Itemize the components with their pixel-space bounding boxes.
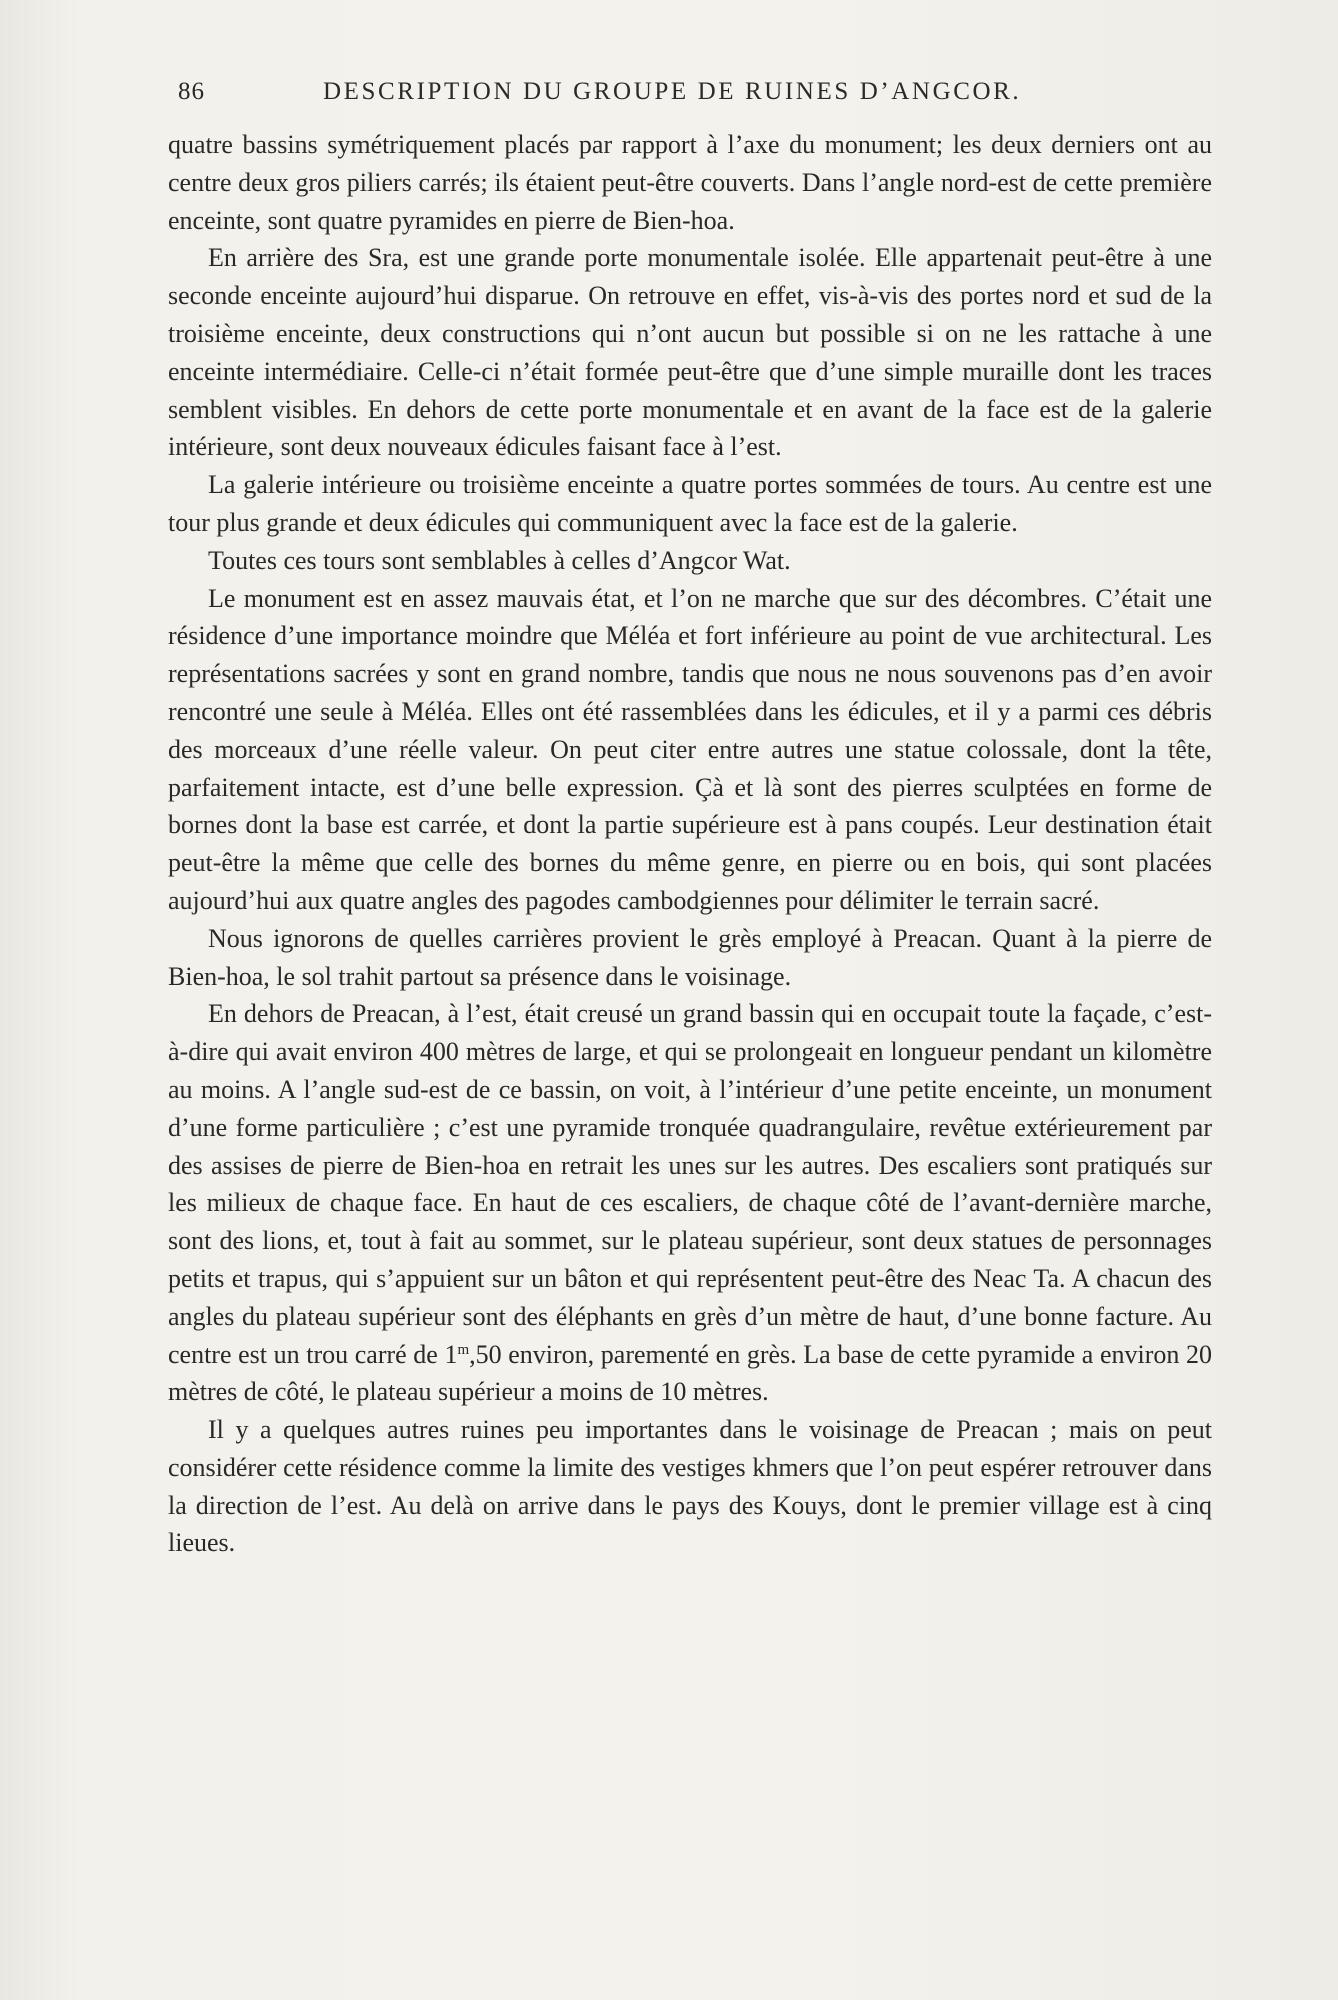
paragraph: En arrière des Sra, est une grande porte monumentale isolée. Elle appartenait peut-être à une seconde enceinte aujourd’hui disparue. On retrouve en effet, vis-à-vis des portes nord et sud de la troisième enceinte, deux constructions qui n’ont aucun but possible si on ne les rattache à une enceinte intermédiaire. Celle-ci n’était formée peut-être que d’une simple muraille dont les traces semblent visibles. En dehors de cette porte monumentale et en avant de la face est de la galerie intérieure, sont deux nouveaux édicules faisant face à l’est. [168, 243, 1212, 462]
paragraph: Il y a quelques autres ruines peu importantes dans le voisinage de Preacan ; mais on peut considérer cette résidence comme la limite des vestiges khmers que l’on peut espérer retrouver dans la direction de l’est. Au delà on arrive dans le pays des Kouys, dont le premier village est à cinq lieues. [168, 1415, 1212, 1558]
page-header [178, 78, 1218, 114]
paragraph: Toutes ces tours sont semblables à celles d’Angcor Wat. [208, 545, 791, 575]
paragraph: Le monument est en assez mauvais état, et l’on ne marche que sur des décombres. C’était une résidence d’une importance moindre que Méléa et fort inférieure au point de vue architectural. Les représentations sacrées y sont en grand nombre, tandis que nous ne nous souvenons pas d’en avoir rencontré une seule à Méléa. Elles ont été rassemblées dans les édicules, et il y a parmi ces débris des morceaux d’une réelle valeur. On peut citer entre autres une statue colossale, dont la tête, parfaitement intacte, est d’une belle expression. Çà et là sont des pierres sculptées en forme de bornes dont la base est carrée, et dont la partie supérieure est à pans coupés. Leur destination était peut-être la même que celle des bornes du même genre, en pierre ou en bois, qui sont placées aujourd’hui aux quatre angles des pagodes cambodgiennes pour délimiter le terrain sacré. [168, 583, 1212, 915]
page-number: 86 [178, 78, 205, 105]
measure-superscript: m [457, 1341, 470, 1358]
paragraph: quatre bassins symétriquement placés par rapport à l’axe du monument; les deux derniers ont au centre deux gros piliers carrés; ils étaient peut-être couverts. Dans l’angle nord-est de cette première enceinte, sont quatre pyramides en pierre de Bien-hoa. [168, 130, 1212, 235]
paragraph-text-continued: ,50 environ, parementé en grès. La base de cette pyramide a environ 20 mètres de côté, le plateau supérieur a moins de 10 mètres. [168, 1339, 1212, 1407]
paragraph: La galerie intérieure ou troisième enceinte a quatre portes sommées de tours. Au centre est une tour plus grande et deux édicules qui communiquent avec la face est de la galerie. [168, 470, 1212, 537]
paragraph [168, 995, 1212, 1411]
paragraph-text: En dehors de Preacan, à l’est, était creusé un grand bassin qui en occupait toute la façade, c’est-à-dire qui avait environ 400 mètres de large, et qui se prolongeait en longueur pendant un kilomètre au moins. A l’angle sud-est de ce bassin, on voit, à l’intérieur d’une petite enceinte, un monument d’une forme particulière ; c’est une pyramide tronquée quadrangulaire, revêtue extérieurement par des assises de pierre de Bien-hoa en retrait les unes sur les autres. Des escaliers sont pratiqués sur les milieux de chaque face. En haut de ces escaliers, de chaque côté de l’avant-dernière marche, sont des lions, et, tout à fait au sommet, sur le plateau supérieur, sont deux statues de personnages petits et trapus, qui s’appuient sur un bâton et qui représentent peut-être des Neac Ta. A chacun des angles du plateau supérieur sont des éléphants en grès d’un mètre de haut, d’une bonne facture. Au centre est un trou carré de 1 [168, 999, 1212, 1369]
running-title: DESCRIPTION DU GROUPE DE RUINES D’ANGCOR. [323, 78, 1022, 105]
paragraph: Nous ignorons de quelles carrières provient le grès employé à Preacan. Quant à la pierre de Bien-hoa, le sol trahit partout sa présence dans le voisinage. [168, 923, 1212, 991]
body-text [168, 126, 1212, 1562]
